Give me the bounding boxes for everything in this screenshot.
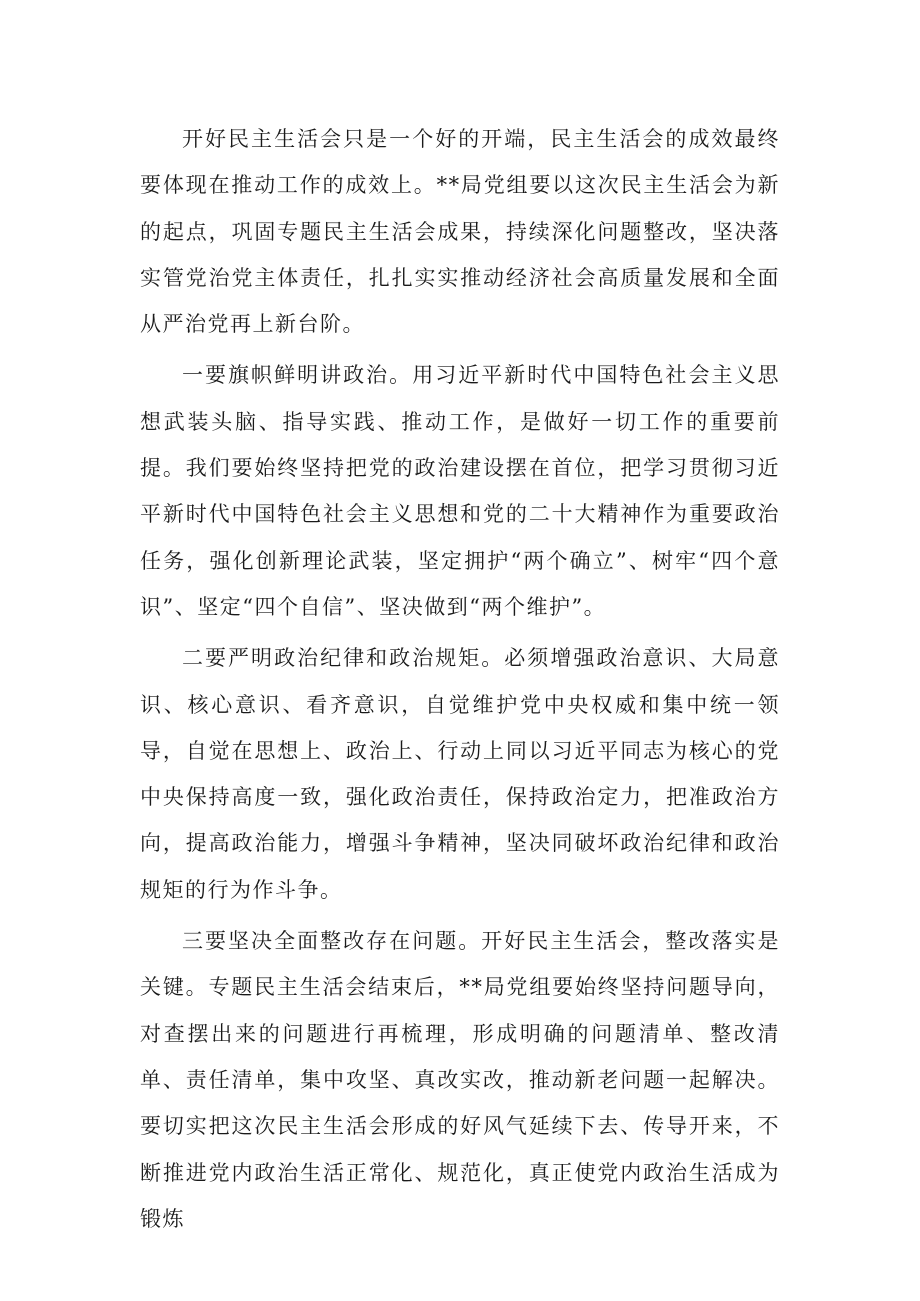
paragraph-point-two: 二要严明政治纪律和政治规矩。必须增强政治意识、大局意识、核心意识、看齐意识，自觉维护党中央权威和集中统一领导，自觉在思想上、政治上、行动上同以习近平同志为核心的党中央保持高度一致，强化政治责任，保持政治定力，把准政治方向，提高政治能力，增强斗争精神，坚决同破坏政治纪律和政治规矩的行为作斗争。	[140, 646, 780, 902]
document-body	[140, 116, 780, 1247]
paragraph-intro: 开好民主生活会只是一个好的开端，民主生活会的成效最终要体现在推动工作的成效上。**局党组要以这次民主生活会为新的起点，巩固专题民主生活会成果，持续深化问题整改，坚决落实管党治党主体责任，扎扎实实推动经济社会高质量发展和全面从严治党再上新台阶。	[140, 127, 780, 337]
paragraph-point-one: 一要旗帜鲜明讲政治。用习近平新时代中国特色社会主义思想武装头脑、指导实践、推动工作，是做好一切工作的重要前提。我们要始终坚持把党的政治建设摆在首位，把学习贯彻习近平新时代中国特色社会主义思想和党的二十大精神作为重要政治任务，强化创新理论武装，坚定拥护“两个确立”、树牢“四个意识”、坚定“四个自信”、坚决做到“两个维护”。	[140, 363, 780, 619]
paragraph-point-three: 三要坚决全面整改存在问题。开好民主生活会，整改落实是关键。专题民主生活会结束后，**局党组要始终坚持问题导向，对查摆出来的问题进行再梳理，形成明确的问题清单、整改清单、责任清单，集中攻坚、真改实改，推动新老问题一起解决。要切实把这次民主生活会形成的好风气延续下去、传导开来，不断推进党内政治生活正常化、规范化，真正使党内政治生活成为锻炼	[140, 929, 780, 1231]
